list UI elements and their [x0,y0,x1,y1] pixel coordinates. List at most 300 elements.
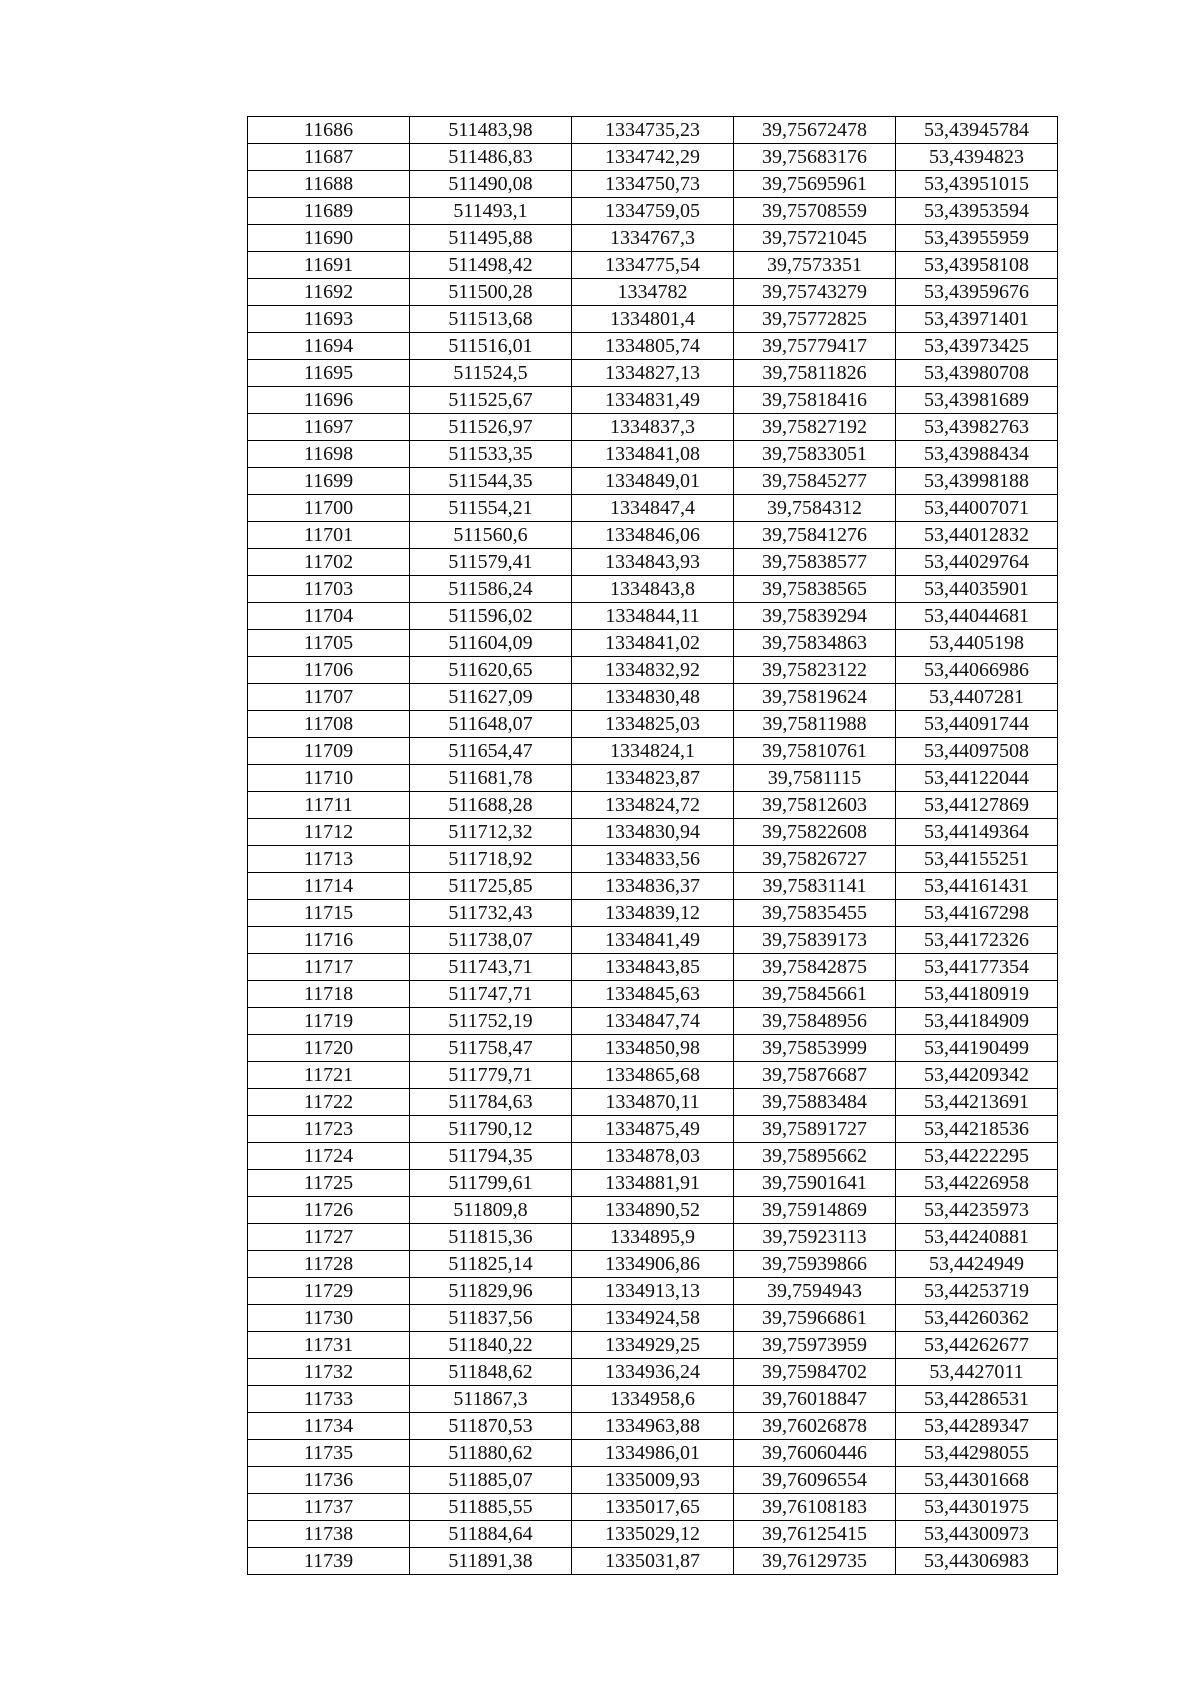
x-coordinate-cell: 511885,07 [410,1467,572,1494]
point-number-cell: 11724 [248,1143,410,1170]
latitude-cell: 53,44262677 [896,1332,1058,1359]
x-coordinate-cell: 511840,22 [410,1332,572,1359]
y-coordinate-cell: 1334825,03 [572,711,734,738]
x-coordinate-cell: 511880,62 [410,1440,572,1467]
point-number-cell: 11739 [248,1548,410,1575]
point-number-cell: 11730 [248,1305,410,1332]
point-number-cell: 11703 [248,576,410,603]
point-number-cell: 11708 [248,711,410,738]
table-row [248,1224,1058,1251]
table-row [248,225,1058,252]
table-row [248,1089,1058,1116]
point-number-cell: 11688 [248,171,410,198]
table-row [248,333,1058,360]
table-row [248,630,1058,657]
longitude-cell: 39,7594943 [734,1278,896,1305]
table-row [248,1143,1058,1170]
y-coordinate-cell: 1334963,88 [572,1413,734,1440]
y-coordinate-cell: 1334841,49 [572,927,734,954]
table-row [248,549,1058,576]
point-number-cell: 11719 [248,1008,410,1035]
longitude-cell: 39,75827192 [734,414,896,441]
x-coordinate-cell: 511544,35 [410,468,572,495]
table-row [248,1332,1058,1359]
x-coordinate-cell: 511732,43 [410,900,572,927]
longitude-cell: 39,75901641 [734,1170,896,1197]
y-coordinate-cell: 1334824,72 [572,792,734,819]
x-coordinate-cell: 511799,61 [410,1170,572,1197]
latitude-cell: 53,44127869 [896,792,1058,819]
y-coordinate-cell: 1334782 [572,279,734,306]
latitude-cell: 53,43953594 [896,198,1058,225]
x-coordinate-cell: 511560,6 [410,522,572,549]
latitude-cell: 53,44012832 [896,522,1058,549]
longitude-cell: 39,75845277 [734,468,896,495]
longitude-cell: 39,75838565 [734,576,896,603]
point-number-cell: 11694 [248,333,410,360]
longitude-cell: 39,7573351 [734,252,896,279]
x-coordinate-cell: 511779,71 [410,1062,572,1089]
point-number-cell: 11738 [248,1521,410,1548]
latitude-cell: 53,44240881 [896,1224,1058,1251]
point-number-cell: 11695 [248,360,410,387]
longitude-cell: 39,75743279 [734,279,896,306]
table-row [248,387,1058,414]
point-number-cell: 11736 [248,1467,410,1494]
point-number-cell: 11723 [248,1116,410,1143]
table-row [248,360,1058,387]
longitude-cell: 39,76018847 [734,1386,896,1413]
x-coordinate-cell: 511493,1 [410,198,572,225]
latitude-cell: 53,44286531 [896,1386,1058,1413]
longitude-cell: 39,76096554 [734,1467,896,1494]
y-coordinate-cell: 1334936,24 [572,1359,734,1386]
x-coordinate-cell: 511524,5 [410,360,572,387]
y-coordinate-cell: 1334958,6 [572,1386,734,1413]
x-coordinate-cell: 511794,35 [410,1143,572,1170]
point-number-cell: 11728 [248,1251,410,1278]
y-coordinate-cell: 1334843,93 [572,549,734,576]
table-row [248,1467,1058,1494]
table-row [248,171,1058,198]
y-coordinate-cell: 1334913,13 [572,1278,734,1305]
point-number-cell: 11727 [248,1224,410,1251]
y-coordinate-cell: 1334850,98 [572,1035,734,1062]
latitude-cell: 53,4405198 [896,630,1058,657]
latitude-cell: 53,43998188 [896,468,1058,495]
latitude-cell: 53,44235973 [896,1197,1058,1224]
longitude-cell: 39,75848956 [734,1008,896,1035]
point-number-cell: 11712 [248,819,410,846]
latitude-cell: 53,44097508 [896,738,1058,765]
longitude-cell: 39,75672478 [734,117,896,144]
latitude-cell: 53,44029764 [896,549,1058,576]
table-row [248,927,1058,954]
x-coordinate-cell: 511885,55 [410,1494,572,1521]
longitude-cell: 39,75883484 [734,1089,896,1116]
x-coordinate-cell: 511815,36 [410,1224,572,1251]
longitude-cell: 39,75812603 [734,792,896,819]
point-number-cell: 11692 [248,279,410,306]
point-number-cell: 11698 [248,441,410,468]
point-number-cell: 11693 [248,306,410,333]
longitude-cell: 39,75841276 [734,522,896,549]
y-coordinate-cell: 1334831,49 [572,387,734,414]
point-number-cell: 11689 [248,198,410,225]
latitude-cell: 53,44300973 [896,1521,1058,1548]
x-coordinate-cell: 511712,32 [410,819,572,846]
point-number-cell: 11734 [248,1413,410,1440]
table-row [248,738,1058,765]
x-coordinate-cell: 511837,56 [410,1305,572,1332]
longitude-cell: 39,75721045 [734,225,896,252]
x-coordinate-cell: 511596,02 [410,603,572,630]
table-row [248,198,1058,225]
y-coordinate-cell: 1334870,11 [572,1089,734,1116]
table-row [248,1197,1058,1224]
y-coordinate-cell: 1334849,01 [572,468,734,495]
latitude-cell: 53,44306983 [896,1548,1058,1575]
point-number-cell: 11715 [248,900,410,927]
point-number-cell: 11711 [248,792,410,819]
point-number-cell: 11697 [248,414,410,441]
longitude-cell: 39,75833051 [734,441,896,468]
latitude-cell: 53,44167298 [896,900,1058,927]
point-number-cell: 11702 [248,549,410,576]
longitude-cell: 39,7584312 [734,495,896,522]
latitude-cell: 53,44007071 [896,495,1058,522]
table-row [248,1494,1058,1521]
x-coordinate-cell: 511825,14 [410,1251,572,1278]
longitude-cell: 39,75984702 [734,1359,896,1386]
x-coordinate-cell: 511758,47 [410,1035,572,1062]
longitude-cell: 39,76060446 [734,1440,896,1467]
longitude-cell: 39,75810761 [734,738,896,765]
y-coordinate-cell: 1334875,49 [572,1116,734,1143]
table-row [248,873,1058,900]
y-coordinate-cell: 1334841,08 [572,441,734,468]
latitude-cell: 53,44184909 [896,1008,1058,1035]
latitude-cell: 53,44298055 [896,1440,1058,1467]
point-number-cell: 11707 [248,684,410,711]
point-number-cell: 11720 [248,1035,410,1062]
table-row [248,117,1058,144]
longitude-cell: 39,75826727 [734,846,896,873]
longitude-cell: 39,75831141 [734,873,896,900]
coordinates-table [247,116,1058,1575]
latitude-cell: 53,4407281 [896,684,1058,711]
latitude-cell: 53,44161431 [896,873,1058,900]
longitude-cell: 39,76108183 [734,1494,896,1521]
x-coordinate-cell: 511579,41 [410,549,572,576]
y-coordinate-cell: 1334827,13 [572,360,734,387]
point-number-cell: 11713 [248,846,410,873]
y-coordinate-cell: 1334929,25 [572,1332,734,1359]
point-number-cell: 11737 [248,1494,410,1521]
y-coordinate-cell: 1334742,29 [572,144,734,171]
table-row [248,306,1058,333]
latitude-cell: 53,44122044 [896,765,1058,792]
latitude-cell: 53,44091744 [896,711,1058,738]
longitude-cell: 39,75853999 [734,1035,896,1062]
longitude-cell: 39,75818416 [734,387,896,414]
y-coordinate-cell: 1334878,03 [572,1143,734,1170]
point-number-cell: 11705 [248,630,410,657]
latitude-cell: 53,4394823 [896,144,1058,171]
point-number-cell: 11735 [248,1440,410,1467]
longitude-cell: 39,75923113 [734,1224,896,1251]
x-coordinate-cell: 511752,19 [410,1008,572,1035]
y-coordinate-cell: 1334759,05 [572,198,734,225]
longitude-cell: 39,75966861 [734,1305,896,1332]
x-coordinate-cell: 511654,47 [410,738,572,765]
point-number-cell: 11716 [248,927,410,954]
y-coordinate-cell: 1334824,1 [572,738,734,765]
x-coordinate-cell: 511688,28 [410,792,572,819]
point-number-cell: 11691 [248,252,410,279]
table-row [248,1548,1058,1575]
x-coordinate-cell: 511648,07 [410,711,572,738]
y-coordinate-cell: 1334895,9 [572,1224,734,1251]
table-row [248,1386,1058,1413]
y-coordinate-cell: 1334839,12 [572,900,734,927]
y-coordinate-cell: 1334844,11 [572,603,734,630]
latitude-cell: 53,4427011 [896,1359,1058,1386]
y-coordinate-cell: 1334986,01 [572,1440,734,1467]
longitude-cell: 39,75842875 [734,954,896,981]
point-number-cell: 11699 [248,468,410,495]
latitude-cell: 53,43959676 [896,279,1058,306]
y-coordinate-cell: 1335031,87 [572,1548,734,1575]
latitude-cell: 53,44301668 [896,1467,1058,1494]
longitude-cell: 39,75811988 [734,711,896,738]
point-number-cell: 11701 [248,522,410,549]
latitude-cell: 53,44044681 [896,603,1058,630]
y-coordinate-cell: 1334924,58 [572,1305,734,1332]
latitude-cell: 53,43973425 [896,333,1058,360]
latitude-cell: 53,44218536 [896,1116,1058,1143]
point-number-cell: 11704 [248,603,410,630]
point-number-cell: 11706 [248,657,410,684]
table-row [248,711,1058,738]
latitude-cell: 53,44226958 [896,1170,1058,1197]
latitude-cell: 53,43958108 [896,252,1058,279]
table-row [248,495,1058,522]
latitude-cell: 53,43980708 [896,360,1058,387]
x-coordinate-cell: 511586,24 [410,576,572,603]
longitude-cell: 39,75914869 [734,1197,896,1224]
latitude-cell: 53,43982763 [896,414,1058,441]
point-number-cell: 11709 [248,738,410,765]
y-coordinate-cell: 1334750,73 [572,171,734,198]
latitude-cell: 53,43988434 [896,441,1058,468]
y-coordinate-cell: 1334735,23 [572,117,734,144]
x-coordinate-cell: 511516,01 [410,333,572,360]
x-coordinate-cell: 511738,07 [410,927,572,954]
y-coordinate-cell: 1334801,4 [572,306,734,333]
y-coordinate-cell: 1334830,94 [572,819,734,846]
latitude-cell: 53,43971401 [896,306,1058,333]
longitude-cell: 39,75876687 [734,1062,896,1089]
table-row [248,819,1058,846]
x-coordinate-cell: 511498,42 [410,252,572,279]
x-coordinate-cell: 511483,98 [410,117,572,144]
longitude-cell: 39,75839173 [734,927,896,954]
latitude-cell: 53,4424949 [896,1251,1058,1278]
x-coordinate-cell: 511870,53 [410,1413,572,1440]
table-row [248,1170,1058,1197]
table-row [248,765,1058,792]
x-coordinate-cell: 511604,09 [410,630,572,657]
latitude-cell: 53,44155251 [896,846,1058,873]
latitude-cell: 53,44066986 [896,657,1058,684]
y-coordinate-cell: 1334865,68 [572,1062,734,1089]
point-number-cell: 11732 [248,1359,410,1386]
longitude-cell: 39,75891727 [734,1116,896,1143]
x-coordinate-cell: 511533,35 [410,441,572,468]
point-number-cell: 11726 [248,1197,410,1224]
table-row [248,279,1058,306]
point-number-cell: 11696 [248,387,410,414]
latitude-cell: 53,44035901 [896,576,1058,603]
y-coordinate-cell: 1334845,63 [572,981,734,1008]
y-coordinate-cell: 1334847,74 [572,1008,734,1035]
y-coordinate-cell: 1334830,48 [572,684,734,711]
table-row [248,468,1058,495]
y-coordinate-cell: 1335029,12 [572,1521,734,1548]
x-coordinate-cell: 511891,38 [410,1548,572,1575]
x-coordinate-cell: 511725,85 [410,873,572,900]
point-number-cell: 11721 [248,1062,410,1089]
y-coordinate-cell: 1334881,91 [572,1170,734,1197]
longitude-cell: 39,75838577 [734,549,896,576]
x-coordinate-cell: 511718,92 [410,846,572,873]
x-coordinate-cell: 511747,71 [410,981,572,1008]
coordinates-table-body [248,117,1058,1575]
y-coordinate-cell: 1334906,86 [572,1251,734,1278]
longitude-cell: 39,75835455 [734,900,896,927]
longitude-cell: 39,75819624 [734,684,896,711]
y-coordinate-cell: 1334836,37 [572,873,734,900]
latitude-cell: 53,44260362 [896,1305,1058,1332]
y-coordinate-cell: 1334843,8 [572,576,734,603]
point-number-cell: 11686 [248,117,410,144]
longitude-cell: 39,75973959 [734,1332,896,1359]
longitude-cell: 39,76129735 [734,1548,896,1575]
table-row [248,441,1058,468]
point-number-cell: 11717 [248,954,410,981]
longitude-cell: 39,75772825 [734,306,896,333]
table-row [248,1521,1058,1548]
table-row [248,414,1058,441]
x-coordinate-cell: 511627,09 [410,684,572,711]
latitude-cell: 53,44301975 [896,1494,1058,1521]
x-coordinate-cell: 511809,8 [410,1197,572,1224]
longitude-cell: 39,75834863 [734,630,896,657]
latitude-cell: 53,44209342 [896,1062,1058,1089]
longitude-cell: 39,75845661 [734,981,896,1008]
table-row [248,954,1058,981]
y-coordinate-cell: 1334767,3 [572,225,734,252]
latitude-cell: 53,44177354 [896,954,1058,981]
x-coordinate-cell: 511526,97 [410,414,572,441]
latitude-cell: 53,44172326 [896,927,1058,954]
table-row [248,1008,1058,1035]
y-coordinate-cell: 1334837,3 [572,414,734,441]
longitude-cell: 39,75708559 [734,198,896,225]
latitude-cell: 53,44289347 [896,1413,1058,1440]
x-coordinate-cell: 511867,3 [410,1386,572,1413]
table-row [248,1305,1058,1332]
longitude-cell: 39,75695961 [734,171,896,198]
x-coordinate-cell: 511620,65 [410,657,572,684]
table-row [248,603,1058,630]
table-row [248,1278,1058,1305]
table-row [248,1116,1058,1143]
y-coordinate-cell: 1334847,4 [572,495,734,522]
y-coordinate-cell: 1335009,93 [572,1467,734,1494]
y-coordinate-cell: 1334775,54 [572,252,734,279]
table-row [248,657,1058,684]
y-coordinate-cell: 1334832,92 [572,657,734,684]
longitude-cell: 39,76026878 [734,1413,896,1440]
table-row [248,1062,1058,1089]
x-coordinate-cell: 511790,12 [410,1116,572,1143]
x-coordinate-cell: 511829,96 [410,1278,572,1305]
point-number-cell: 11687 [248,144,410,171]
x-coordinate-cell: 511490,08 [410,171,572,198]
point-number-cell: 11733 [248,1386,410,1413]
longitude-cell: 39,75779417 [734,333,896,360]
longitude-cell: 39,75839294 [734,603,896,630]
point-number-cell: 11690 [248,225,410,252]
y-coordinate-cell: 1334890,52 [572,1197,734,1224]
latitude-cell: 53,44213691 [896,1089,1058,1116]
point-number-cell: 11722 [248,1089,410,1116]
longitude-cell: 39,75895662 [734,1143,896,1170]
x-coordinate-cell: 511848,62 [410,1359,572,1386]
y-coordinate-cell: 1335017,65 [572,1494,734,1521]
latitude-cell: 53,43945784 [896,117,1058,144]
x-coordinate-cell: 511681,78 [410,765,572,792]
x-coordinate-cell: 511513,68 [410,306,572,333]
table-row [248,1035,1058,1062]
longitude-cell: 39,76125415 [734,1521,896,1548]
longitude-cell: 39,7581115 [734,765,896,792]
longitude-cell: 39,75823122 [734,657,896,684]
table-row [248,792,1058,819]
longitude-cell: 39,75939866 [734,1251,896,1278]
table-row [248,522,1058,549]
latitude-cell: 53,44149364 [896,819,1058,846]
y-coordinate-cell: 1334843,85 [572,954,734,981]
latitude-cell: 53,44253719 [896,1278,1058,1305]
x-coordinate-cell: 511784,63 [410,1089,572,1116]
latitude-cell: 53,44222295 [896,1143,1058,1170]
y-coordinate-cell: 1334841,02 [572,630,734,657]
longitude-cell: 39,75822608 [734,819,896,846]
latitude-cell: 53,44180919 [896,981,1058,1008]
point-number-cell: 11714 [248,873,410,900]
y-coordinate-cell: 1334846,06 [572,522,734,549]
y-coordinate-cell: 1334823,87 [572,765,734,792]
point-number-cell: 11729 [248,1278,410,1305]
x-coordinate-cell: 511525,67 [410,387,572,414]
table-row [248,1251,1058,1278]
x-coordinate-cell: 511500,28 [410,279,572,306]
latitude-cell: 53,44190499 [896,1035,1058,1062]
table-row [248,684,1058,711]
